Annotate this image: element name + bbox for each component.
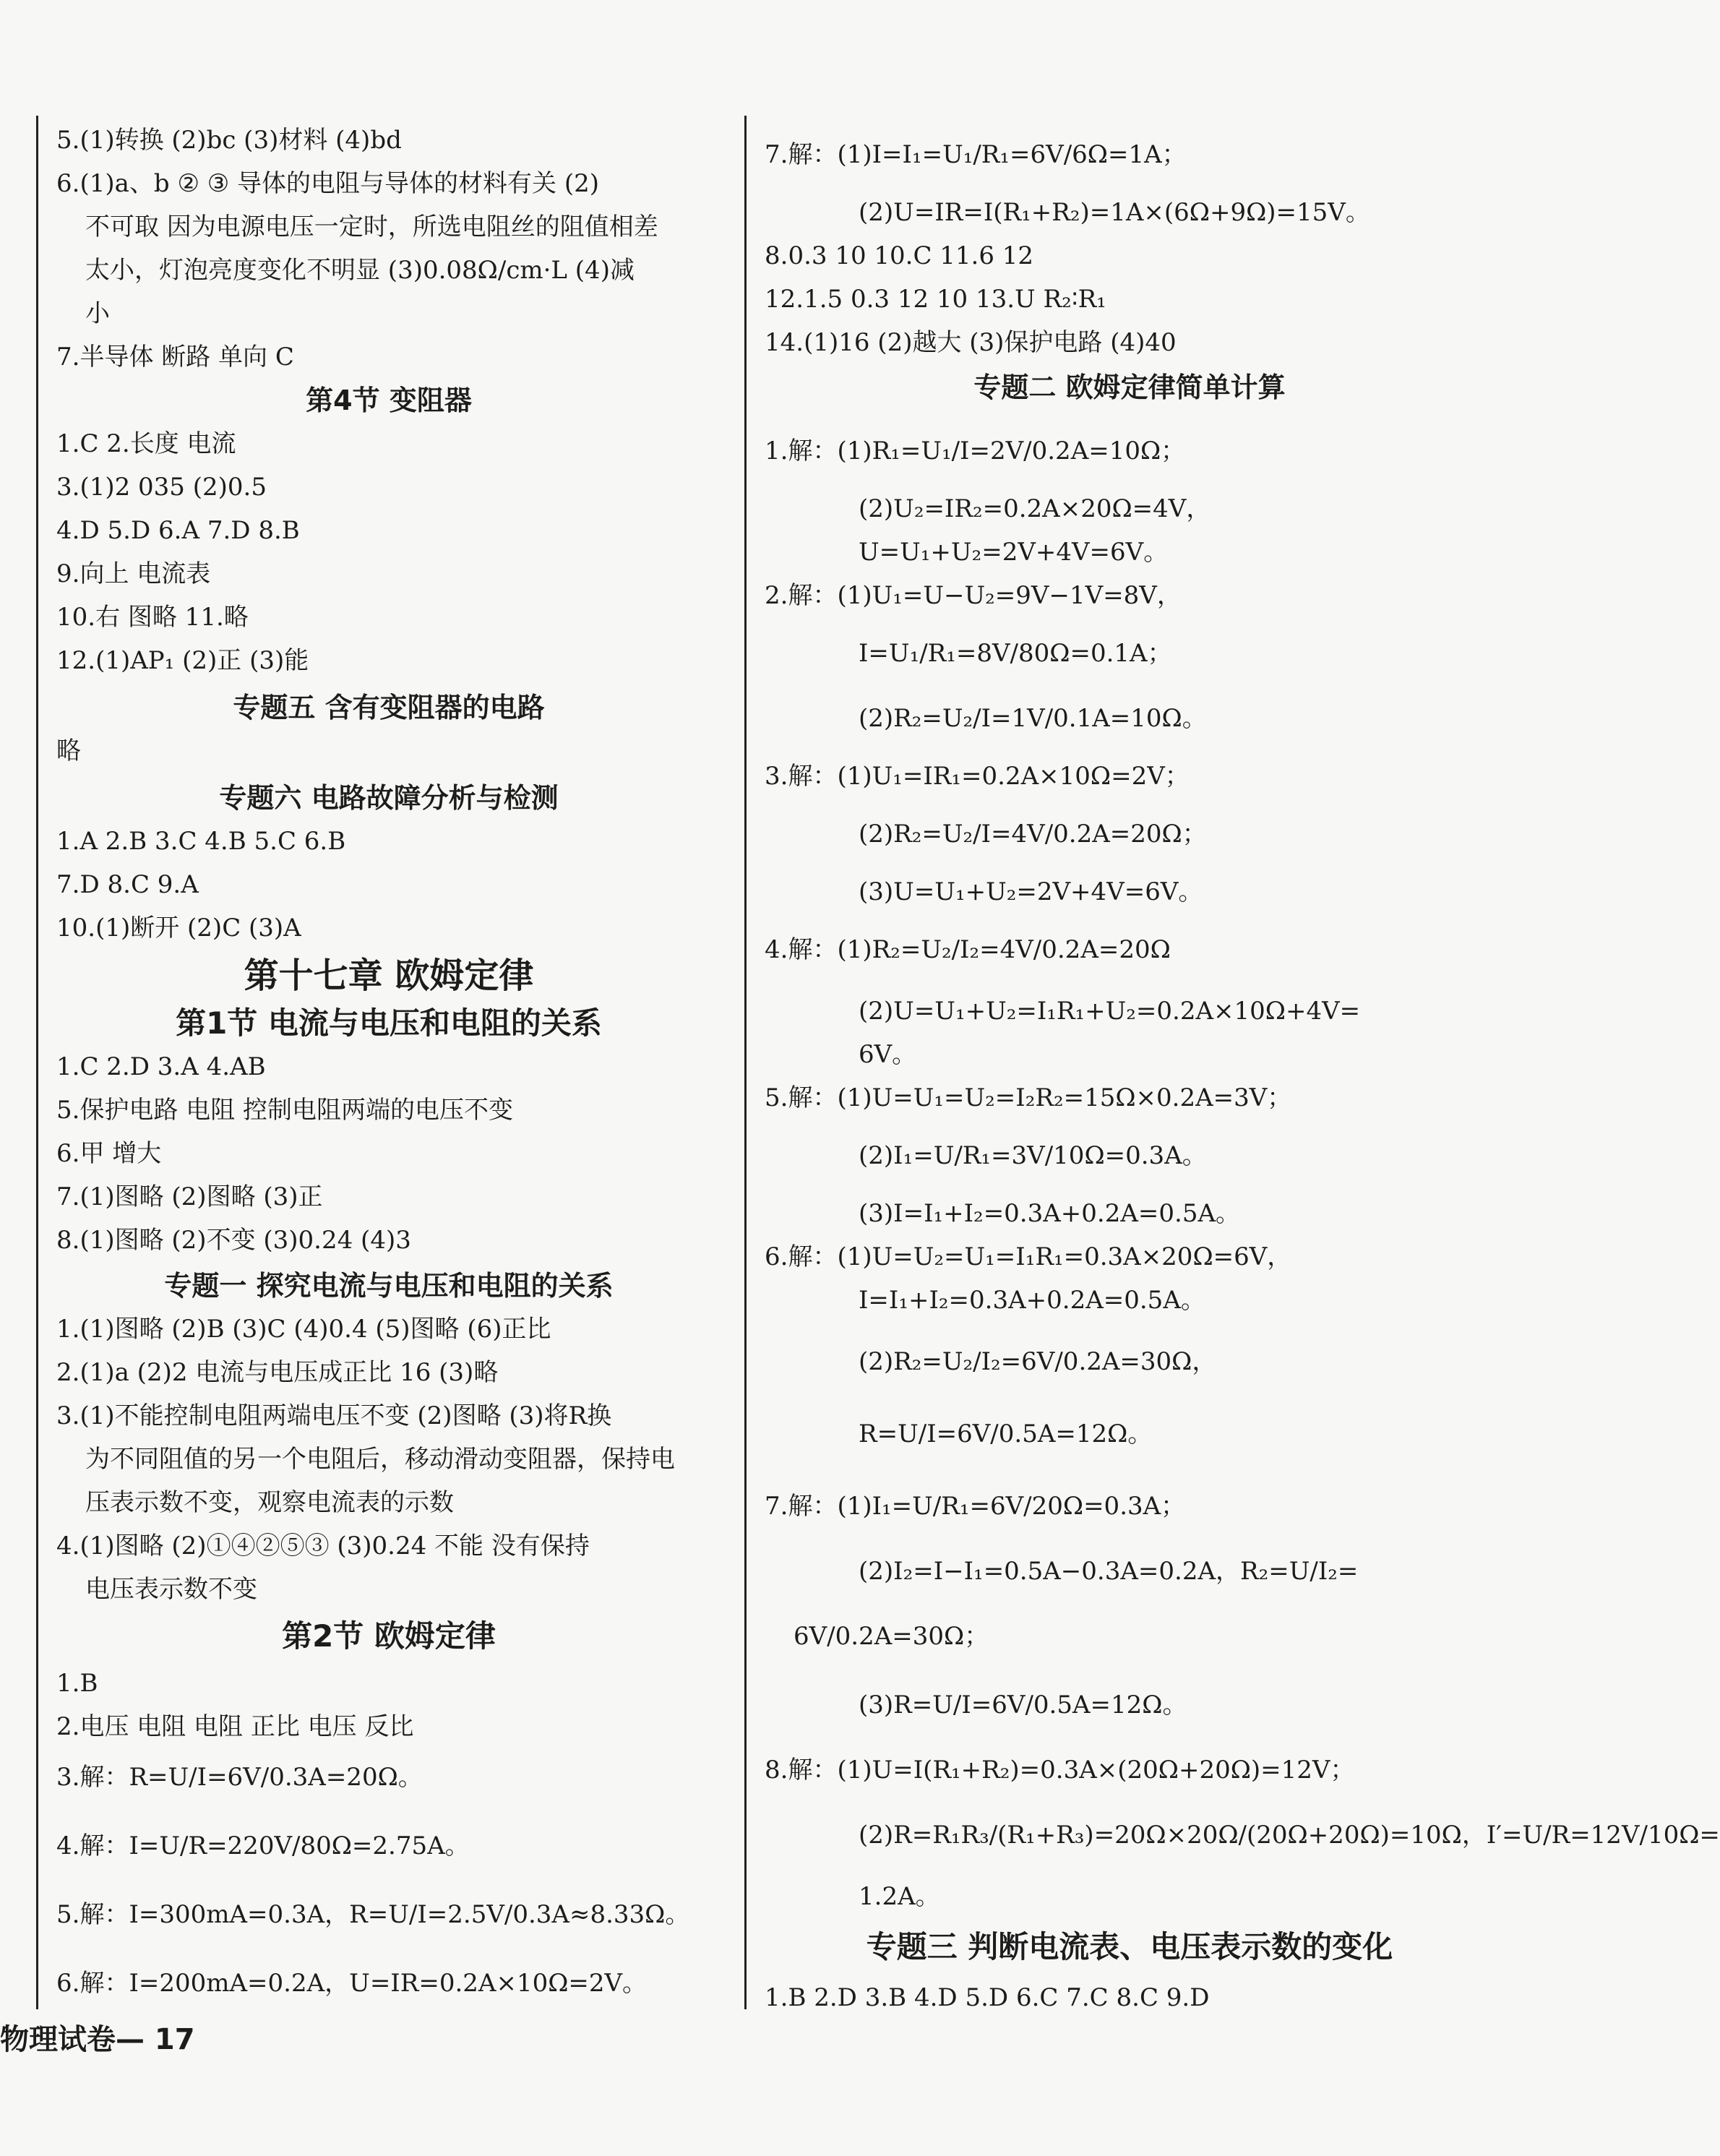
answer-line: R=U/I=6V/0.5A=12Ω。 (859, 1420, 1153, 1448)
answer-line: (2)U=IR=I(R₁+R₂)=1A×(6Ω+9Ω)=15V。 (859, 198, 1370, 227)
topic-heading: 专题二 欧姆定律简单计算 (973, 371, 1286, 403)
answer-line: 6.解：I=200mA=0.2A，U=IR=0.2A×10Ω=2V。 (56, 1969, 648, 1998)
answer-line: 5.解：(1)U=U₁=U₂=I₂R₂=15Ω×0.2A=3V； (765, 1083, 1292, 1112)
answer-line: (2)I₂=I−I₁=0.5A−0.3A=0.2A，R₂=U/I₂= (859, 1557, 1359, 1586)
answer-line: (3)U=U₁+U₂=2V+4V=6V。 (859, 877, 1203, 906)
section-heading: 第2节 欧姆定律 (282, 1618, 496, 1654)
answer-line: 8.解：(1)U=I(R₁+R₂)=0.3A×(20Ω+20Ω)=12V； (765, 1756, 1355, 1785)
answer-line: 2.解：(1)U₁=U−U₂=9V−1V=8V， (765, 581, 1182, 610)
chapter-heading: 第十七章 欧姆定律 (244, 955, 534, 996)
answer-line: 2.电压 电阻 电阻 正比 电压 反比 (56, 1712, 414, 1741)
answer-line: (2)R₂=U₂/I=4V/0.2A=20Ω； (859, 820, 1207, 849)
answer-line: 1.B (56, 1669, 98, 1698)
answer-line: I=I₁+I₂=0.3A+0.2A=0.5A。 (859, 1286, 1205, 1315)
answer-line: 12.(1)AP₁ (2)正 (3)能 (56, 646, 309, 675)
answer-line: 1.C 2.长度 电流 (56, 429, 236, 458)
topic-heading: 专题五 含有变阻器的电路 (233, 692, 545, 723)
answer-line: 6V。 (859, 1040, 917, 1069)
answer-line: 1.(1)图略 (2)B (3)C (4)0.4 (5)图略 (6)正比 (56, 1315, 551, 1344)
answer-line: 电压表示数不变 (85, 1575, 257, 1604)
answer-line: 略 (56, 736, 81, 765)
answer-line: 6.解：(1)U=U₂=U₁=I₁R₁=0.3A×20Ω=6V， (765, 1242, 1292, 1271)
answer-line: 8.0.3 10 10.C 11.6 12 (765, 241, 1034, 270)
answer-line: (3)I=I₁+I₂=0.3A+0.2A=0.5A。 (859, 1199, 1241, 1228)
answer-line: 7.解：(1)I=I₁=U₁/R₁=6V/6Ω=1A； (765, 140, 1187, 169)
answer-line: 3.解：(1)U₁=IR₁=0.2A×10Ω=2V； (765, 762, 1190, 791)
left-margin-rule (36, 116, 38, 2009)
section-heading: 第4节 变阻器 (306, 385, 472, 416)
page-footer: 物理试卷— 17 (0, 2023, 195, 2056)
answer-line: 6V/0.2A=30Ω； (794, 1622, 989, 1651)
answer-line: (2)R=R₁R₃/(R₁+R₃)=20Ω×20Ω/(20Ω+20Ω)=10Ω，I′=U/R=12V/10Ω= (859, 1821, 1720, 1850)
answer-line: 3.(1)不能控制电阻两端电压不变 (2)图略 (3)将R换 (56, 1401, 612, 1430)
answer-line: 4.(1)图略 (2)①④②⑤③ (3)0.24 不能 没有保持 (56, 1532, 590, 1560)
answer-line: 4.D 5.D 6.A 7.D 8.B (56, 516, 300, 545)
answer-line: (2)R₂=U₂/I=1V/0.1A=10Ω。 (859, 704, 1207, 733)
answer-line: 为不同阻值的另一个电阻后，移动滑动变阻器，保持电 (85, 1445, 675, 1474)
answer-line: U=U₁+U₂=2V+4V=6V。 (859, 538, 1169, 567)
topic-heading: 专题六 电路故障分析与检测 (219, 782, 559, 814)
answer-line: 3.解：R=U/I=6V/0.3A=20Ω。 (56, 1763, 423, 1792)
answer-line: 6.(1)a、b ② ③ 导体的电阻与导体的材料有关 (2) (56, 169, 599, 198)
answer-line: 5.(1)转换 (2)bc (3)材料 (4)bd (56, 126, 402, 155)
answer-line: 6.甲 增大 (56, 1139, 162, 1168)
answer-line: 不可取 因为电源电压一定时，所选电阻丝的阻值相差 (85, 212, 658, 241)
answer-line: 10.右 图略 11.略 (56, 603, 249, 632)
answer-line: (2)U=U₁+U₂=I₁R₁+U₂=0.2A×10Ω+4V= (859, 997, 1361, 1026)
topic-heading: 专题一 探究电流与电压和电阻的关系 (164, 1270, 614, 1302)
answer-line: 压表示数不变，观察电流表的示数 (85, 1488, 454, 1517)
answer-line: 7.(1)图略 (2)图略 (3)正 (56, 1182, 323, 1211)
answer-line: 4.解：(1)R₂=U₂/I₂=4V/0.2A=20Ω (765, 935, 1171, 964)
answer-line: 5.解：I=300mA=0.3A，R=U/I=2.5V/0.3A≈8.33Ω。 (56, 1900, 690, 1929)
answer-line: 1.2A。 (859, 1882, 940, 1911)
answer-line: 12.1.5 0.3 12 10 13.U R₂∶R₁ (765, 285, 1106, 314)
answer-line: 14.(1)16 (2)越大 (3)保护电路 (4)40 (765, 328, 1177, 357)
answer-line: 8.(1)图略 (2)不变 (3)0.24 (4)3 (56, 1226, 411, 1255)
answer-line: I=U₁/R₁=8V/80Ω=0.1A； (859, 639, 1172, 668)
answer-line: 1.解：(1)R₁=U₁/I=2V/0.2A=10Ω； (765, 437, 1186, 465)
section-heading: 第1节 电流与电压和电阻的关系 (176, 1005, 602, 1041)
answer-line: 1.B 2.D 3.B 4.D 5.D 6.C 7.C 8.C 9.D (765, 1983, 1210, 2012)
column-divider (744, 116, 747, 2009)
answer-line: (3)R=U/I=6V/0.5A=12Ω。 (859, 1691, 1187, 1719)
answer-line: (2)R₂=U₂/I₂=6V/0.2A=30Ω， (859, 1347, 1217, 1376)
answer-line: 7.半导体 断路 单向 C (56, 343, 294, 371)
answer-line: 1.C 2.D 3.A 4.AB (56, 1052, 266, 1081)
answer-line: 7.解：(1)I₁=U/R₁=6V/20Ω=0.3A； (765, 1492, 1186, 1521)
answer-line: 4.解：I=U/R=220V/80Ω=2.75A。 (56, 1831, 470, 1860)
answer-line: (2)I₁=U/R₁=3V/10Ω=0.3A。 (859, 1141, 1207, 1170)
answer-line: 1.A 2.B 3.C 4.B 5.C 6.B (56, 827, 346, 856)
answer-line: 5.保护电路 电阻 控制电阻两端的电压不变 (56, 1096, 514, 1125)
topic-heading: 专题三 判断电流表、电压表示数的变化 (866, 1929, 1393, 1964)
answer-line: 7.D 8.C 9.A (56, 870, 199, 899)
answer-line: 3.(1)2 035 (2)0.5 (56, 473, 267, 502)
answer-line: (2)U₂=IR₂=0.2A×20Ω=4V， (859, 494, 1211, 523)
answer-line: 10.(1)断开 (2)C (3)A (56, 914, 301, 942)
answer-line: 2.(1)a (2)2 电流与电压成正比 16 (3)略 (56, 1358, 499, 1387)
answer-line: 小 (85, 299, 110, 328)
answer-line: 太小，灯泡亮度变化不明显 (3)0.08Ω/cm·L (4)减 (85, 256, 635, 285)
answer-line: 9.向上 电流表 (56, 559, 211, 588)
